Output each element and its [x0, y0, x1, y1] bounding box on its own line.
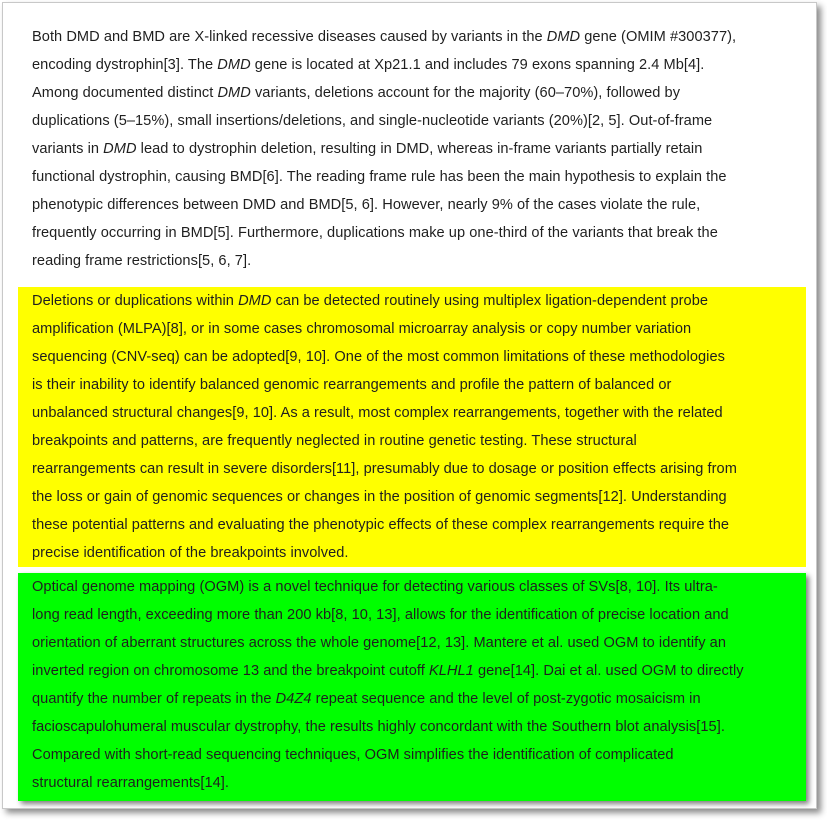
gene-name-italic: D4Z4 [275, 691, 312, 707]
text-line [32, 427, 806, 455]
paragraph-dmd-bmd-genetics [18, 23, 806, 275]
text-line [32, 713, 806, 741]
text-run: Optical genome mapping (OGM) is a novel technique for detecting various classes of SVs[8, 10]. Its ultra- [32, 579, 718, 595]
gene-name-italic: DMD [217, 85, 251, 101]
text-line [32, 685, 806, 713]
text-run: frequently occurring in BMD[5]. Furthermore, duplications make up one-third of the variants that break the [32, 225, 718, 241]
text-run: rearrangements can result in severe disorders[11], presumably due to dosage or position effects arising from [32, 461, 737, 477]
text-run: inverted region on chromosome 13 and the breakpoint cutoff [32, 663, 429, 679]
paragraph-detection-methods-highlighted-yellow [18, 287, 806, 567]
text-run: breakpoints and patterns, are frequently neglected in routine genetic testing. These structural [32, 433, 637, 449]
text-line [32, 455, 806, 483]
text-line [32, 371, 806, 399]
text-line [32, 107, 806, 135]
text-run: orientation of aberrant structures across the whole genome[12, 13]. Mantere et al. used OGM to identify an [32, 635, 727, 651]
text-line [32, 769, 806, 797]
text-run: repeat sequence and the level of post-zygotic mosaicism in [311, 691, 701, 707]
text-line [32, 315, 806, 343]
text-line [32, 191, 806, 219]
text-run: reading frame restrictions[5, 6, 7]. [32, 253, 252, 269]
text-line [32, 511, 806, 539]
text-line [32, 601, 806, 629]
text-line [32, 79, 806, 107]
text-run: lead to dystrophin deletion, resulting in DMD, whereas in-frame variants partially retain [136, 141, 703, 157]
text-line [32, 657, 806, 685]
text-run: gene is located at Xp21.1 and includes 79 exons spanning 2.4 Mb[4]. [250, 57, 705, 73]
text-line [32, 135, 806, 163]
text-run: duplications (5–15%), small insertions/deletions, and single-nucleotide variants (20%)[2, 5]. Out-of-frame [32, 113, 713, 129]
text-line [32, 539, 806, 567]
text-run: amplification (MLPA)[8], or in some cases chromosomal microarray analysis or copy number variation [32, 321, 692, 337]
text-run: the loss or gain of genomic sequences or changes in the position of genomic segments[12]. Understanding [32, 489, 727, 505]
text-run: structural rearrangements[14]. [32, 775, 229, 791]
text-run: variants in [32, 141, 104, 157]
text-run: Deletions or duplications within [32, 293, 239, 309]
text-run: is their inability to identify balanced genomic rearrangements and profile the pattern of balanced or [32, 377, 672, 393]
text-run: precise identification of the breakpoints involved. [32, 545, 349, 561]
text-run: these potential patterns and evaluating the phenotypic effects of these complex rearrangements require the [32, 517, 730, 533]
text-run: unbalanced structural changes[9, 10]. As a result, most complex rearrangements, together with the related [32, 405, 723, 421]
text-line [32, 23, 806, 51]
text-run: Both DMD and BMD are X-linked recessive diseases caused by variants in the [32, 29, 547, 45]
text-run: Compared with short-read sequencing techniques, OGM simplifies the identification of complicated [32, 747, 674, 763]
gene-name-italic: DMD [103, 141, 137, 157]
gene-name-italic: DMD [238, 293, 272, 309]
text-line [32, 741, 806, 769]
text-line [32, 247, 806, 275]
text-run: facioscapulohumeral muscular dystrophy, the results highly concordant with the Southern blot analysis[15]. [32, 719, 725, 735]
text-run: Among documented distinct [32, 85, 218, 101]
text-run: encoding dystrophin[3]. The [32, 57, 218, 73]
gene-name-italic: KLHL1 [428, 663, 474, 679]
text-run: can be detected routinely using multiplex ligation-dependent probe [271, 293, 709, 309]
text-run: gene (OMIM #300377), [580, 29, 737, 45]
text-line [32, 343, 806, 371]
text-run: phenotypic differences between DMD and BMD[5, 6]. However, nearly 9% of the cases violate the rule, [32, 197, 701, 213]
gene-name-italic: DMD [217, 57, 251, 73]
text-line [32, 287, 806, 315]
text-line [32, 51, 806, 79]
text-run: quantify the number of repeats in the [32, 691, 276, 707]
document-page [2, 2, 817, 809]
text-run: functional dystrophin, causing BMD[6]. The reading frame rule has been the main hypothesis to explain the [32, 169, 727, 185]
gene-name-italic: DMD [546, 29, 581, 45]
text-line [32, 163, 806, 191]
text-line [32, 573, 806, 601]
text-line [32, 399, 806, 427]
text-run: long read length, exceeding more than 200 kb[8, 10, 13], allows for the identification of precise location and [32, 607, 729, 623]
text-line [32, 629, 806, 657]
text-run: variants, deletions account for the majority (60–70%), followed by [250, 85, 681, 101]
text-line [32, 219, 806, 247]
text-run: gene[14]. Dai et al. used OGM to directly [473, 663, 744, 679]
paragraph-optical-genome-mapping-highlighted-green [18, 573, 806, 801]
text-run: sequencing (CNV-seq) can be adopted[9, 10]. One of the most common limitations of these methodologies [32, 349, 725, 365]
text-line [32, 483, 806, 511]
